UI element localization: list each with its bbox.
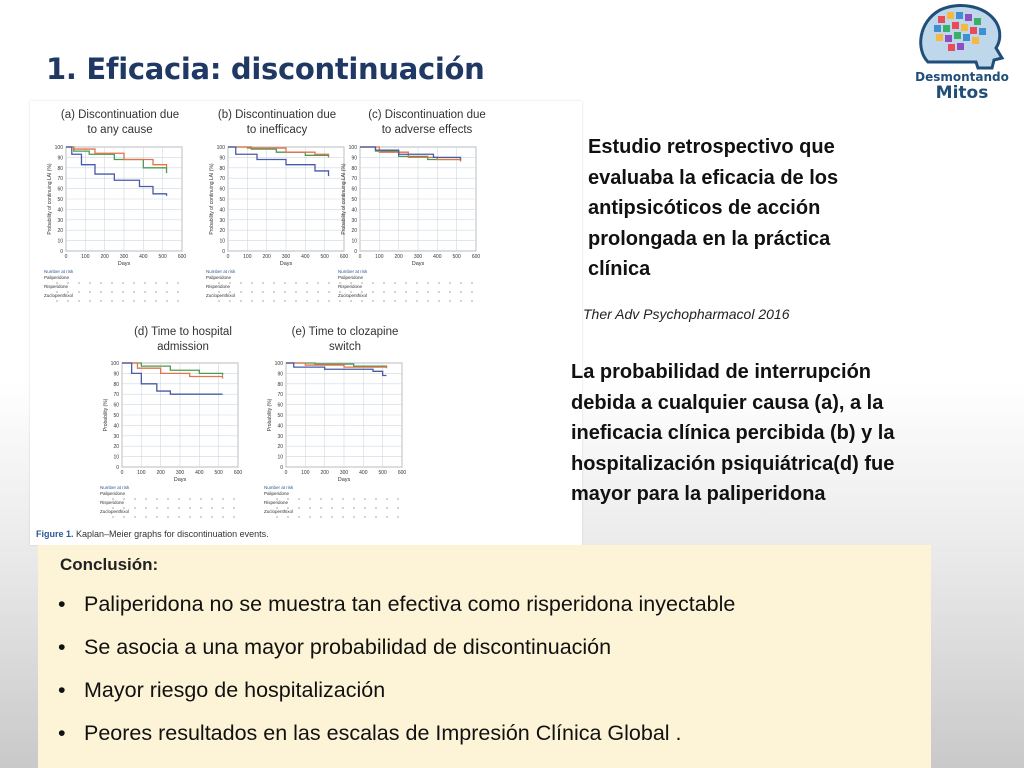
x-axis-label: Days (337, 477, 351, 483)
risk-table-row-label: Risperidone (44, 284, 69, 289)
y-tick-label: 0 (222, 249, 225, 255)
risk-table-row-label: Zuclopenthixol (44, 293, 74, 298)
y-tick-label: 50 (277, 413, 283, 419)
panel-a-title: (a) Discontinuation due to any cause (60, 109, 180, 136)
y-axis-label: Probability of continuing LAI (%) (341, 163, 347, 235)
list-item: • Se asocia a una mayor probabilidad de discontinuación (58, 632, 735, 675)
bullet-icon: • (58, 721, 66, 745)
x-tick-label: 600 (177, 254, 187, 260)
y-tick-label: 10 (351, 238, 357, 245)
risk-table-row-label: Paliperidone (44, 275, 70, 280)
panel-b-title: (b) Discontinuation due to inefficacy (217, 109, 337, 136)
x-tick-label: 0 (284, 470, 288, 476)
x-tick-label: 0 (358, 254, 362, 260)
x-tick-label: 200 (262, 254, 271, 260)
x-tick-label: 300 (175, 470, 185, 476)
y-tick-label: 40 (113, 423, 119, 430)
y-tick-label: 80 (57, 165, 63, 172)
figure-caption: Figure 1. Kaplan–Meier graphs for discontinuation events. (36, 529, 269, 539)
y-tick-label: 0 (60, 249, 63, 255)
y-tick-label: 100 (348, 145, 357, 151)
y-tick-label: 20 (351, 228, 357, 235)
y-tick-label: 40 (351, 207, 357, 214)
conclusion-box (38, 545, 931, 768)
y-tick-label: 10 (277, 454, 283, 461)
y-tick-label: 30 (113, 433, 119, 440)
y-tick-label: 60 (351, 186, 357, 193)
risk-table-row-label: Zuclopenthixol (100, 509, 130, 514)
risk-table-row-label: Zuclopenthixol (264, 509, 294, 514)
list-item: • Mayor riesgo de hospitalización (58, 675, 735, 718)
risk-table-header: Number at risk (100, 485, 130, 490)
risk-table-row-label: Zuclopenthixol (206, 293, 236, 298)
y-tick-label: 90 (113, 371, 119, 378)
y-tick-label: 90 (351, 155, 357, 162)
y-tick-label: 30 (277, 433, 283, 440)
x-tick-label: 200 (320, 470, 329, 476)
y-axis-label: Probability (%) (103, 398, 109, 432)
risk-table-row-label: Paliperidone (100, 491, 126, 496)
reference-citation: Ther Adv Psychopharmacol 2016 (583, 306, 790, 322)
y-tick-label: 20 (277, 444, 283, 451)
x-tick-label: 400 (359, 470, 368, 476)
y-tick-label: 60 (113, 402, 119, 409)
y-tick-label: 70 (57, 176, 63, 183)
risk-table-row-label: Risperidone (206, 284, 231, 289)
risk-table-row-label: Paliperidone (206, 275, 232, 280)
x-tick-label: 100 (301, 470, 310, 476)
y-tick-label: 70 (351, 176, 357, 183)
panel-e-title: (e) Time to clozapine switch (291, 326, 399, 353)
conclusion-title: Conclusión: (60, 555, 159, 574)
x-axis-label: Days (117, 261, 131, 267)
y-tick-label: 70 (113, 392, 119, 399)
x-tick-label: 400 (301, 254, 310, 260)
risk-table-row-label: Risperidone (338, 284, 363, 289)
conclusion-list (58, 589, 735, 761)
x-tick-label: 300 (119, 254, 129, 260)
y-tick-label: 10 (219, 238, 225, 245)
x-tick-label: 0 (64, 254, 68, 260)
y-axis-label: Probability of continuing LAI (%) (47, 163, 53, 235)
risk-table-row-label: Zuclopenthixol (338, 293, 368, 298)
x-tick-label: 500 (214, 470, 223, 476)
y-tick-label: 100 (110, 361, 119, 367)
y-tick-label: 0 (116, 465, 119, 471)
y-tick-label: 100 (274, 361, 283, 367)
logo-line1: Desmontando (915, 70, 1009, 84)
y-tick-label: 80 (113, 381, 119, 388)
finding-text: La probabilidad de interrupción debida a cualquier causa (a), a la ineficacia clínica percibida (b) y la hospitalización psiquiátrica(d) fue mayor para la paliperidona (571, 361, 895, 505)
brain-head-icon (906, 0, 1018, 70)
y-tick-label: 50 (351, 197, 357, 203)
x-tick-label: 500 (452, 254, 461, 260)
x-tick-label: 100 (137, 470, 146, 476)
x-tick-label: 600 (471, 254, 481, 260)
x-axis-label: Days (173, 477, 187, 483)
km-charts-svg (30, 101, 582, 545)
x-tick-label: 100 (375, 254, 384, 260)
risk-table-header: Number at risk (206, 269, 236, 274)
y-tick-label: 60 (219, 186, 225, 193)
bullet-icon: • (58, 678, 66, 702)
y-tick-label: 80 (219, 165, 225, 172)
risk-table-row-label: Paliperidone (264, 491, 290, 496)
y-tick-label: 0 (280, 465, 283, 471)
y-axis-label: Probability (%) (267, 398, 273, 432)
logo (906, 0, 1018, 104)
x-tick-label: 200 (100, 254, 109, 260)
x-tick-label: 0 (120, 470, 124, 476)
slide-title: 1. Eficacia: discontinuación (46, 52, 485, 86)
x-axis-label: Days (279, 261, 293, 267)
y-tick-label: 80 (351, 165, 357, 172)
list-item: • Paliperidona no se muestra tan efectiva como risperidona inyectable (58, 589, 735, 632)
study-description: Estudio retrospectivo que evaluaba la eficacia de los antipsicóticos de acción prolongada en la práctica clínica (588, 136, 839, 280)
x-tick-label: 600 (397, 470, 407, 476)
y-axis-label: Probability of continuing LAI (%) (209, 163, 215, 235)
risk-table-header: Number at risk (264, 485, 294, 490)
y-tick-label: 80 (277, 381, 283, 388)
y-tick-label: 70 (219, 176, 225, 183)
x-tick-label: 300 (339, 470, 349, 476)
x-tick-label: 400 (195, 470, 204, 476)
y-tick-label: 100 (54, 145, 63, 151)
y-tick-label: 50 (219, 197, 225, 203)
x-tick-label: 500 (158, 254, 167, 260)
y-tick-label: 10 (113, 454, 119, 461)
x-tick-label: 200 (394, 254, 403, 260)
y-tick-label: 40 (277, 423, 283, 430)
bullet-icon: • (58, 635, 66, 659)
x-tick-label: 100 (81, 254, 90, 260)
y-tick-label: 50 (57, 197, 63, 203)
x-tick-label: 600 (233, 470, 243, 476)
risk-table-row-label: Risperidone (264, 500, 289, 505)
y-tick-label: 20 (57, 228, 63, 235)
risk-table-header: Number at risk (338, 269, 368, 274)
risk-table-row-label: Risperidone (100, 500, 125, 505)
x-tick-label: 100 (243, 254, 252, 260)
risk-table-header: Number at risk (44, 269, 74, 274)
y-tick-label: 40 (57, 207, 63, 214)
y-tick-label: 0 (354, 249, 357, 255)
y-tick-label: 50 (113, 413, 119, 419)
x-axis-label: Days (411, 261, 425, 267)
risk-table-row-label: Paliperidone (338, 275, 364, 280)
y-tick-label: 100 (216, 145, 225, 151)
y-tick-label: 70 (277, 392, 283, 399)
x-tick-label: 400 (139, 254, 148, 260)
y-tick-label: 90 (219, 155, 225, 162)
y-tick-label: 20 (113, 444, 119, 451)
y-tick-label: 30 (57, 217, 63, 224)
bullet-icon: • (58, 592, 66, 616)
y-tick-label: 10 (57, 238, 63, 245)
kaplan-meier-figure (30, 101, 582, 545)
x-tick-label: 400 (433, 254, 442, 260)
y-tick-label: 30 (351, 217, 357, 224)
y-tick-label: 90 (57, 155, 63, 162)
y-tick-label: 60 (277, 402, 283, 409)
x-tick-label: 500 (378, 470, 387, 476)
logo-line2: Mitos (935, 83, 989, 103)
x-tick-label: 500 (320, 254, 329, 260)
x-tick-label: 600 (339, 254, 349, 260)
y-tick-label: 20 (219, 228, 225, 235)
x-tick-label: 0 (226, 254, 230, 260)
panel-d-title: (d) Time to hospital admission (134, 326, 232, 353)
x-tick-label: 200 (156, 470, 165, 476)
x-tick-label: 300 (413, 254, 423, 260)
y-tick-label: 40 (219, 207, 225, 214)
x-tick-label: 300 (281, 254, 291, 260)
y-tick-label: 30 (219, 217, 225, 224)
panel-c-title: (c) Discontinuation due to adverse effects (368, 109, 486, 136)
y-tick-label: 90 (277, 371, 283, 378)
y-tick-label: 60 (57, 186, 63, 193)
list-item: • Peores resultados en las escalas de Impresión Clínica Global . (58, 718, 735, 761)
